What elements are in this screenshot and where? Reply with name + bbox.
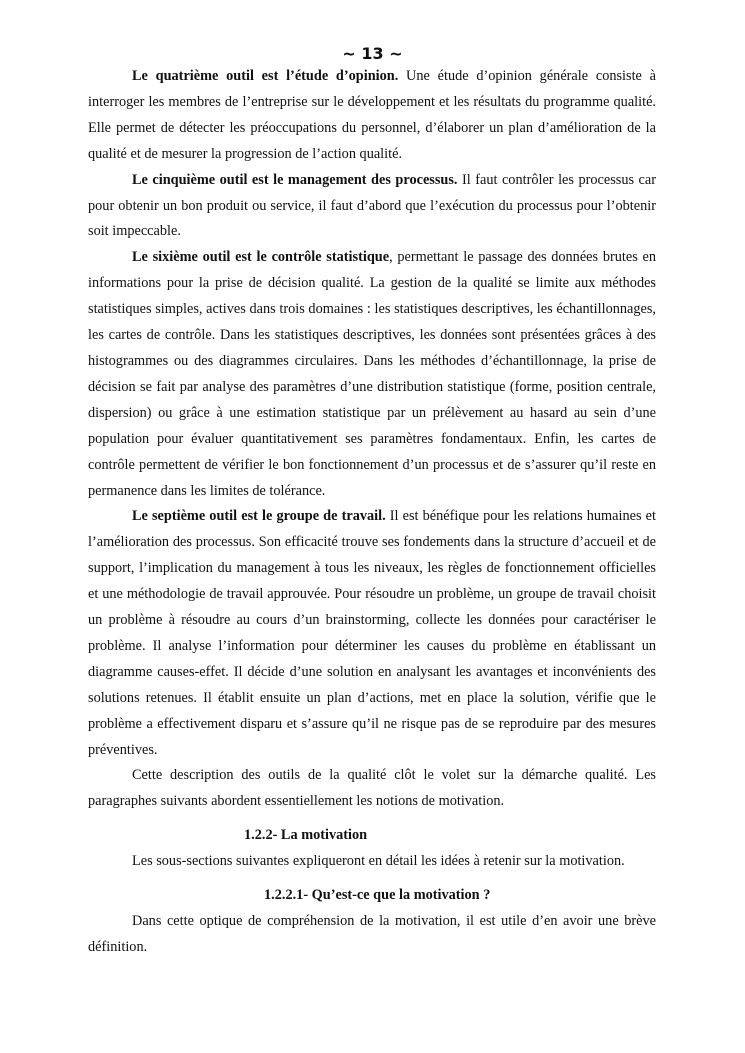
- paragraph-definition-intro: [88, 909, 656, 961]
- page-number: ~ 13 ~: [342, 44, 403, 63]
- section-heading-motivation: 1.2.2- La motivation: [244, 827, 368, 844]
- paragraph-tool-5: [88, 168, 656, 246]
- paragraph-lead: Le cinquième outil est le management des processus.: [132, 171, 458, 188]
- paragraph-text: Il est bénéfique pour les relations humaines et l’amélioration des processus. Son efficacité trouve ses fondements dans la structure d’accueil et de support, l’implication du management à tous les niveaux, les règles de fonctionnement officielles et une méthodologie de travail approuvée. Pour résoudre un problème, un groupe de travail choisit un problème à résoudre au cours d’un brainstorming, collecte les données pour caractériser le problème. Il analyse l’information pour déterminer les causes du problème en établissant un diagramme causes-effet. Il décide d’une solution en analysant les avantages et inconvénients des solutions retenues. Il établit ensuite un plan d’actions, met en place la solution, vérifie que le problème a effectivement disparu et s’assure qu’il ne risque pas de se reproduire par des mesures préventives.: [88, 508, 656, 758]
- page-body: [88, 64, 656, 961]
- subsection-heading-definition: 1.2.2.1- Qu’est-ce que la motivation ?: [264, 887, 491, 904]
- paragraph-text: Il faut contrôler les processus car pour obtenir un bon produit ou service, il faut d’abord que l’exécution du processus pour l’obtenir soit impeccable.: [88, 171, 656, 240]
- paragraph-tool-4: [88, 64, 656, 168]
- paragraph-transition: [88, 763, 656, 815]
- paragraph-text: Dans cette optique de compréhension de la motivation, il est utile d’en avoir une brève définition.: [88, 913, 656, 955]
- paragraph-text: , permettant le passage des données brutes en informations pour la prise de décision qualité. La gestion de la qualité se limite aux méthodes statistiques simples, actives dans trois domaines : les statistiques descriptives, les échantillonnages, les cartes de contrôle. Dans les statistiques descriptives, les données sont présentées grâces à des histogrammes ou des diagrammes circulaires. Dans les méthodes d’échantillonnage, la prise de décision se fait par analyse des paramètres d’une distribution statistique (forme, position centrale, dispersion) ou grâce à une estimation statistique par un prélèvement au hasard au sein d’une population pour évaluer quantitativement ses paramètres fondamentaux. Enfin, les cartes de contrôle permettent de vérifier le bon fonctionnement d’un processus et de s’assurer qu’il reste en permanence dans les limites de tolérance.: [88, 249, 656, 499]
- paragraph-tool-7: [88, 504, 656, 763]
- paragraph-text: Cette description des outils de la qualité clôt le volet sur la démarche qualité. Les paragraphes suivants abordent essentiellement les notions de motivation.: [88, 767, 656, 810]
- paragraph-lead: Le quatrième outil est l’étude d’opinion.: [132, 68, 399, 84]
- paragraph-text: Une étude d’opinion générale consiste à interroger les membres de l’entreprise sur le développement et les résultats du programme qualité. Elle permet de détecter les préoccupations du personnel, d’élaborer un plan d’amélioration de la qualité et de mesurer la progression de l’action qualité.: [88, 68, 656, 162]
- paragraph-text: Les sous-sections suivantes expliqueront en détail les idées à retenir sur la motivation.: [132, 853, 625, 870]
- paragraph-lead: Le sixième outil est le contrôle statistique: [132, 249, 390, 266]
- paragraph-lead: Le septième outil est le groupe de travail.: [132, 508, 386, 525]
- paragraph-tool-6: [88, 245, 656, 504]
- paragraph-motivation-intro: [88, 849, 656, 875]
